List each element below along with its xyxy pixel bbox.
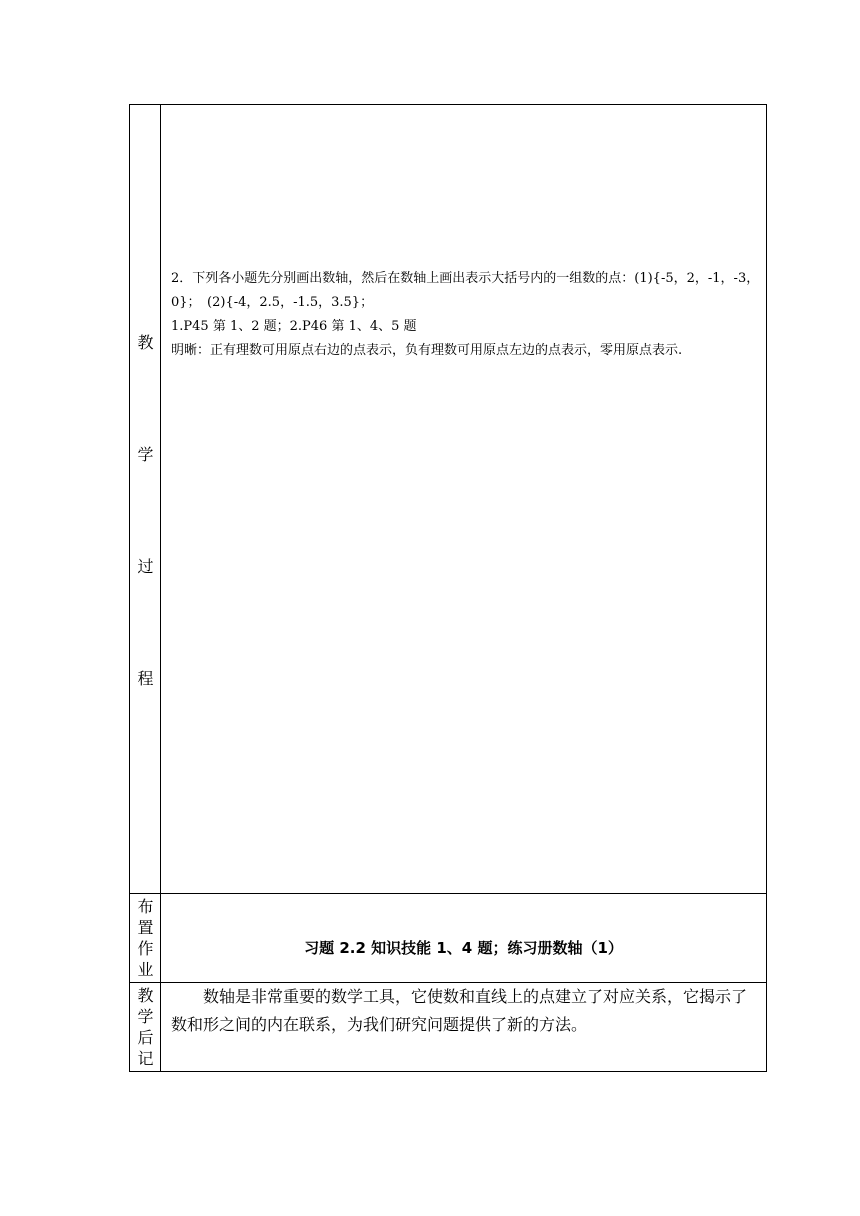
teaching-process-content-cell xyxy=(161,105,767,894)
label-char: 业 xyxy=(137,960,154,979)
label-char: 后 xyxy=(137,1028,154,1047)
exercise-line: 2．下列各小题先分别画出数轴，然后在数轴上画出表示大括号内的一组数的点：(1){-5，2，-1，-3，0}； (2){-4，2.5，-1.5，3.5}； xyxy=(171,271,760,310)
homework-label xyxy=(130,894,161,980)
reflection-label-cell xyxy=(130,983,161,1072)
teaching-process-label-cell xyxy=(130,105,161,894)
homework-row xyxy=(130,894,767,983)
label-char: 布 xyxy=(137,897,154,916)
label-char: 程 xyxy=(137,669,154,688)
reflection-row xyxy=(130,983,767,1072)
lesson-plan-table xyxy=(129,104,767,1072)
homework-content-cell xyxy=(161,894,767,983)
clarification-line: 明晰：正有理数可用原点右边的点表示，负有理数可用原点左边的点表示，零用原点表示. xyxy=(171,343,683,358)
teaching-process-row xyxy=(130,105,767,894)
label-char: 教 xyxy=(137,333,154,352)
textbook-exercise-line: 1.P45 第 1、2 题；2.P46 第 1、4、5 题 xyxy=(171,319,417,334)
homework-label-cell xyxy=(130,894,161,983)
label-char: 学 xyxy=(137,445,154,464)
reflection-text: 数轴是非常重要的数学工具，它使数和直线上的点建立了对应关系，它揭示了数和形之间的内在联系，为我们研究问题提供了新的方法。 xyxy=(171,987,748,1034)
teaching-process-label xyxy=(130,105,160,893)
label-char: 置 xyxy=(137,918,154,937)
label-char: 过 xyxy=(137,557,154,576)
reflection-label xyxy=(130,983,161,1069)
homework-text: 习题 2.2 知识技能 1、4 题；练习册数轴（1） xyxy=(304,939,623,957)
reflection-content-cell xyxy=(161,983,767,1072)
label-char: 教 xyxy=(137,986,154,1005)
label-char: 作 xyxy=(137,939,154,958)
label-char: 学 xyxy=(137,1007,154,1026)
teaching-process-text xyxy=(171,267,763,363)
label-char: 记 xyxy=(137,1049,154,1068)
